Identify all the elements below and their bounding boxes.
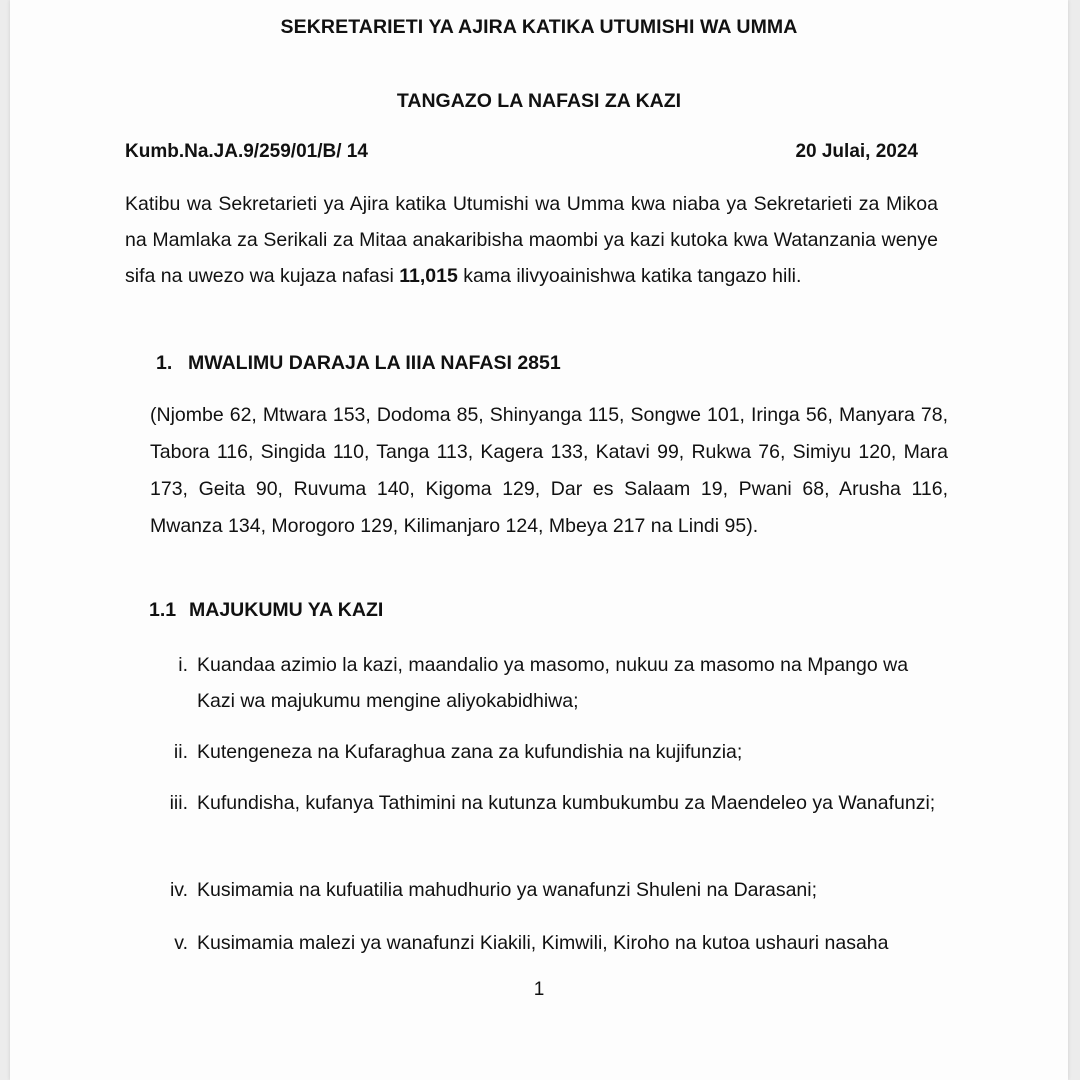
subsection-heading	[149, 599, 383, 622]
duty-numeral: i.	[178, 654, 188, 676]
section-heading	[156, 352, 561, 375]
document-date: 20 Julai, 2024	[795, 141, 918, 162]
page-number: 1	[533, 979, 545, 1000]
duty-item	[150, 872, 950, 908]
duty-numeral: ii.	[173, 741, 188, 763]
duty-item	[150, 647, 950, 719]
duty-numeral: iii.	[169, 792, 188, 814]
duty-text: Kusimamia malezi ya wanafunzi Kiakili, Kimwili, Kiroho na kutoa ushauri nasaha	[197, 932, 889, 954]
reference-number: Kumb.Na.JA.9/259/01/B/ 14	[125, 141, 368, 162]
organization-title: SEKRETARIETI YA AJIRA KATIKA UTUMISHI WA UMMA	[280, 16, 798, 38]
section-title: MWALIMU DARAJA LA IIIA NAFASI 2851	[188, 352, 561, 374]
subsection-number: 1.1	[149, 599, 177, 621]
duty-item	[150, 734, 950, 770]
section-number: 1.	[156, 352, 173, 374]
reference-row	[125, 141, 918, 163]
duty-item	[150, 785, 950, 821]
duty-text: Kusimamia na kufuatilia mahudhurio ya wanafunzi Shuleni na Darasani;	[197, 879, 818, 901]
vacancy-count: 11,015	[399, 265, 458, 287]
intro-text-before: Katibu wa Sekretarieti ya Ajira katika Utumishi wa Umma kwa niaba ya Sekretarieti za Mikoa na Mamlaka za Serikali za Mitaa anakaribisha maombi ya kazi kutoka kwa Watanzania wenye sifa na uwezo wa kujaza nafasi	[125, 193, 938, 287]
document-page	[10, 0, 1068, 1080]
duty-text: Kufundisha, kufanya Tathimini na kutunza kumbukumbu za Maendeleo ya Wanafunzi;	[197, 792, 936, 814]
subsection-title: MAJUKUMU YA KAZI	[189, 599, 384, 621]
regions-paragraph: (Njombe 62, Mtwara 153, Dodoma 85, Shinyanga 115, Songwe 101, Iringa 56, Manyara 78, Tabora 116, Singida 110, Tanga 113, Kagera 133, Katavi 99, Rukwa 76, Simiyu 120, Mara 173, Geita 90, Ruvuma 140, Kigoma 129, Dar es Salaam 19, Pwani 68, Arusha 116, Mwanza 134, Morogoro 129, Kilimanjaro 124, Mbeya 217 na Lindi 95).	[150, 404, 948, 537]
duty-numeral: iv.	[169, 879, 188, 901]
intro-paragraph	[125, 186, 938, 294]
duty-numeral: v.	[174, 932, 188, 954]
duty-item	[150, 925, 950, 961]
duty-text: Kuandaa azimio la kazi, maandalio ya masomo, nukuu za masomo na Mpango wa Kazi wa majukumu mengine aliyokabidhiwa;	[197, 654, 909, 712]
duty-text: Kutengeneza na Kufaraghua zana za kufundishia na kujifunzia;	[197, 741, 743, 763]
intro-text-after: kama ilivyoainishwa katika tangazo hili.	[457, 265, 802, 287]
announcement-title: TANGAZO LA NAFASI ZA KAZI	[396, 90, 682, 112]
